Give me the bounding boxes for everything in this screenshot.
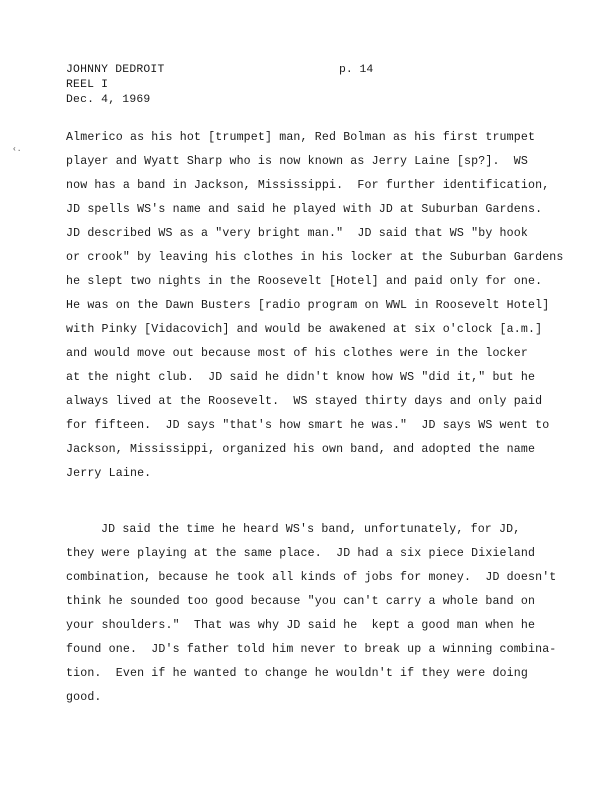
paragraph1-line: Jackson, Mississippi, organized his own band, and adopted the name (66, 443, 536, 456)
paragraph2-line: good. (66, 691, 102, 704)
paragraph2-line: found one. JD's father told him never to break up a winning combina- (66, 643, 557, 656)
paragraph1-line: JD spells WS's name and said he played with JD at Suburban Gardens. (66, 203, 543, 216)
scan-speck-mark: ‹. (12, 145, 22, 154)
paragraph2-line: think he sounded too good because "you can't carry a whole band on (66, 595, 536, 608)
paragraph1-line: with Pinky [Vidacovich] and would be awakened at six o'clock [a.m.] (66, 323, 543, 336)
header-name: JOHNNY DEDROIT (66, 64, 165, 76)
page-number: p. 14 (339, 64, 374, 76)
paragraph2-line: they were playing at the same place. JD had a six piece Dixieland (66, 547, 536, 560)
paragraph1-line: or crook" by leaving his clothes in his locker at the Suburban Gardens (66, 251, 564, 264)
paragraph1-line: for fifteen. JD says "that's how smart he was." JD says WS went to (66, 419, 550, 432)
paragraph1-line: he slept two nights in the Roosevelt [Hotel] and paid only for one. (66, 275, 543, 288)
paragraph2-line: combination, because he took all kinds of jobs for money. JD doesn't (66, 571, 557, 584)
paragraph1-line: now has a band in Jackson, Mississippi. For further identification, (66, 179, 550, 192)
paragraph1-line: always lived at the Roosevelt. WS stayed thirty days and only paid (66, 395, 543, 408)
paragraph1-line: and would move out because most of his clothes were in the locker (66, 347, 528, 360)
paragraph1-line: at the night club. JD said he didn't know how WS "did it," but he (66, 371, 536, 384)
paragraph1-line: player and Wyatt Sharp who is now known as Jerry Laine [sp?]. WS (66, 155, 528, 168)
paragraph1-line: Almerico as his hot [trumpet] man, Red Bolman as his first trumpet (66, 131, 536, 144)
paragraph2-line: JD said the time he heard WS's band, unfortunately, for JD, (101, 523, 521, 536)
paragraph1-line: JD described WS as a "very bright man." JD said that WS "by hook (66, 227, 528, 240)
header-date: Dec. 4, 1969 (66, 94, 151, 106)
paragraph1-line: He was on the Dawn Busters [radio program on WWL in Roosevelt Hotel] (66, 299, 550, 312)
header-reel: REEL I (66, 79, 109, 91)
paragraph2-line: tion. Even if he wanted to change he wouldn't if they were doing (66, 667, 528, 680)
paragraph2-line: your shoulders." That was why JD said he kept a good man when he (66, 619, 536, 632)
paragraph1-line: Jerry Laine. (66, 467, 152, 480)
